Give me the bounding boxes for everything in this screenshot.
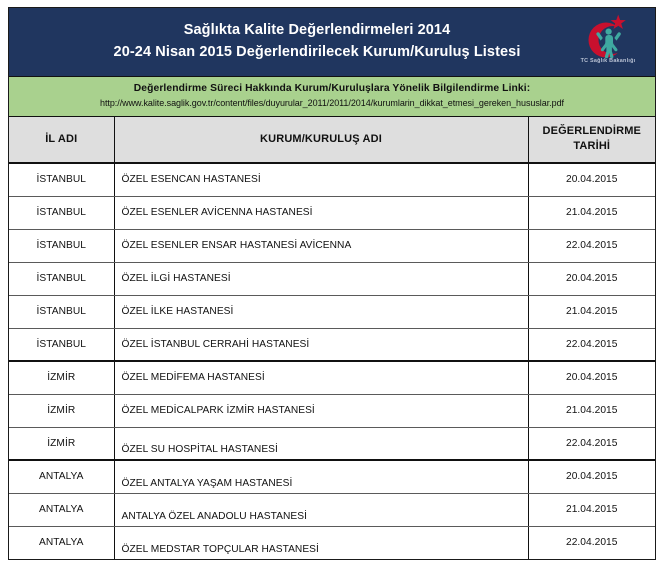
cell-evaluation-date: 20.04.2015 bbox=[528, 163, 655, 196]
cell-evaluation-date: 22.04.2015 bbox=[528, 328, 655, 361]
cell-institution-name: ÖZEL MEDİCALPARK İZMİR HASTANESİ bbox=[114, 394, 528, 427]
information-link-band bbox=[9, 77, 655, 117]
table-row bbox=[9, 493, 655, 526]
document-header-banner bbox=[9, 8, 655, 77]
column-header-date-line-1: DEĞERLENDİRME bbox=[542, 125, 641, 137]
document-title bbox=[114, 19, 551, 65]
cell-city: İZMİR bbox=[9, 427, 114, 460]
cell-institution-name: ÖZEL İSTANBUL CERRAHİ HASTANESİ bbox=[114, 328, 528, 361]
table-row bbox=[9, 295, 655, 328]
cell-institution-name: ÖZEL SU HOSPİTAL HASTANESİ bbox=[114, 427, 528, 460]
document-title-line-1: Sağlıkta Kalite Değerlendirmeleri 2014 bbox=[183, 22, 451, 38]
column-header-city: İL ADI bbox=[9, 117, 114, 163]
table-header-row bbox=[9, 117, 655, 163]
table-row bbox=[9, 394, 655, 427]
table-row bbox=[9, 526, 655, 559]
cell-city: İSTANBUL bbox=[9, 229, 114, 262]
cell-institution-name: ÖZEL İLKE HASTANESİ bbox=[114, 295, 528, 328]
cell-evaluation-date: 22.04.2015 bbox=[566, 537, 618, 549]
cell-evaluation-date: 20.04.2015 bbox=[528, 460, 655, 493]
table-row bbox=[9, 427, 655, 460]
table-row bbox=[9, 229, 655, 262]
column-header-date-line-2: TARİHİ bbox=[573, 140, 611, 152]
cell-city: İSTANBUL bbox=[9, 295, 114, 328]
table-row bbox=[9, 361, 655, 394]
cell-city: İSTANBUL bbox=[9, 328, 114, 361]
ministry-of-health-logo-icon bbox=[581, 12, 635, 60]
cell-city: İZMİR bbox=[9, 394, 114, 427]
cell-institution-name: ÖZEL ESENCAN HASTANESİ bbox=[114, 163, 528, 196]
cell-evaluation-date: 21.04.2015 bbox=[528, 196, 655, 229]
cell-evaluation-date: 22.04.2015 bbox=[528, 427, 655, 460]
cell-institution-name: ANTALYA ÖZEL ANADOLU HASTANESİ bbox=[114, 493, 528, 526]
information-link-url[interactable]: http://www.kalite.saglik.gov.tr/content/files/duyurular_2011/2011/2014/kurumlarin_dikkat_etmesi_gereken_hususlar.pdf bbox=[100, 98, 564, 108]
cell-evaluation-date: 21.04.2015 bbox=[528, 493, 655, 526]
cell-evaluation-date: 21.04.2015 bbox=[528, 295, 655, 328]
cell-evaluation-date: 22.04.2015 bbox=[528, 229, 655, 262]
information-link-label: Değerlendirme Süreci Hakkında Kurum/Kuruluşlara Yönelik Bilgilendirme Linki: bbox=[133, 83, 531, 94]
cell-evaluation-date: 21.04.2015 bbox=[528, 394, 655, 427]
cell-institution-name: ÖZEL ESENLER AVİCENNA HASTANESİ bbox=[114, 196, 528, 229]
table-row bbox=[9, 163, 655, 196]
table-body bbox=[9, 163, 655, 559]
cell-institution-name: ÖZEL ESENLER ENSAR HASTANESİ AVİCENNA bbox=[114, 229, 528, 262]
cell-institution-name: ÖZEL MEDİFEMA HASTANESİ bbox=[114, 361, 528, 394]
table-row bbox=[9, 262, 655, 295]
cell-evaluation-date: 20.04.2015 bbox=[528, 361, 655, 394]
institution-listing-table bbox=[9, 117, 655, 559]
column-header-date bbox=[528, 117, 655, 163]
cell-evaluation-date: 20.04.2015 bbox=[528, 262, 655, 295]
cell-city: İSTANBUL bbox=[9, 163, 114, 196]
cell-institution-name: ÖZEL MEDSTAR TOPÇULAR HASTANESİ bbox=[114, 526, 528, 559]
cell-city: ANTALYA bbox=[9, 460, 114, 493]
column-header-institution: KURUM/KURULUŞ ADI bbox=[114, 117, 528, 163]
ministry-of-health-logo-caption: TC Sağlık Bakanlığı bbox=[580, 58, 636, 64]
cell-city: ANTALYA bbox=[9, 526, 114, 559]
table-row bbox=[9, 328, 655, 361]
cell-city: İZMİR bbox=[9, 361, 114, 394]
cell-city: ANTALYA bbox=[9, 493, 114, 526]
cell-city: İSTANBUL bbox=[9, 196, 114, 229]
ministry-of-health-logo bbox=[567, 12, 649, 74]
cell-city: İSTANBUL bbox=[9, 262, 114, 295]
listing-sheet bbox=[8, 7, 656, 560]
document-title-line-2: 20-24 Nisan 2015 Değerlendirilecek Kurum/Kuruluş Listesi bbox=[113, 44, 521, 60]
cell-institution-name: ÖZEL İLGİ HASTANESİ bbox=[114, 262, 528, 295]
table-row bbox=[9, 460, 655, 493]
table-row bbox=[9, 196, 655, 229]
cell-institution-name: ÖZEL ANTALYA YAŞAM HASTANESİ bbox=[114, 460, 528, 493]
